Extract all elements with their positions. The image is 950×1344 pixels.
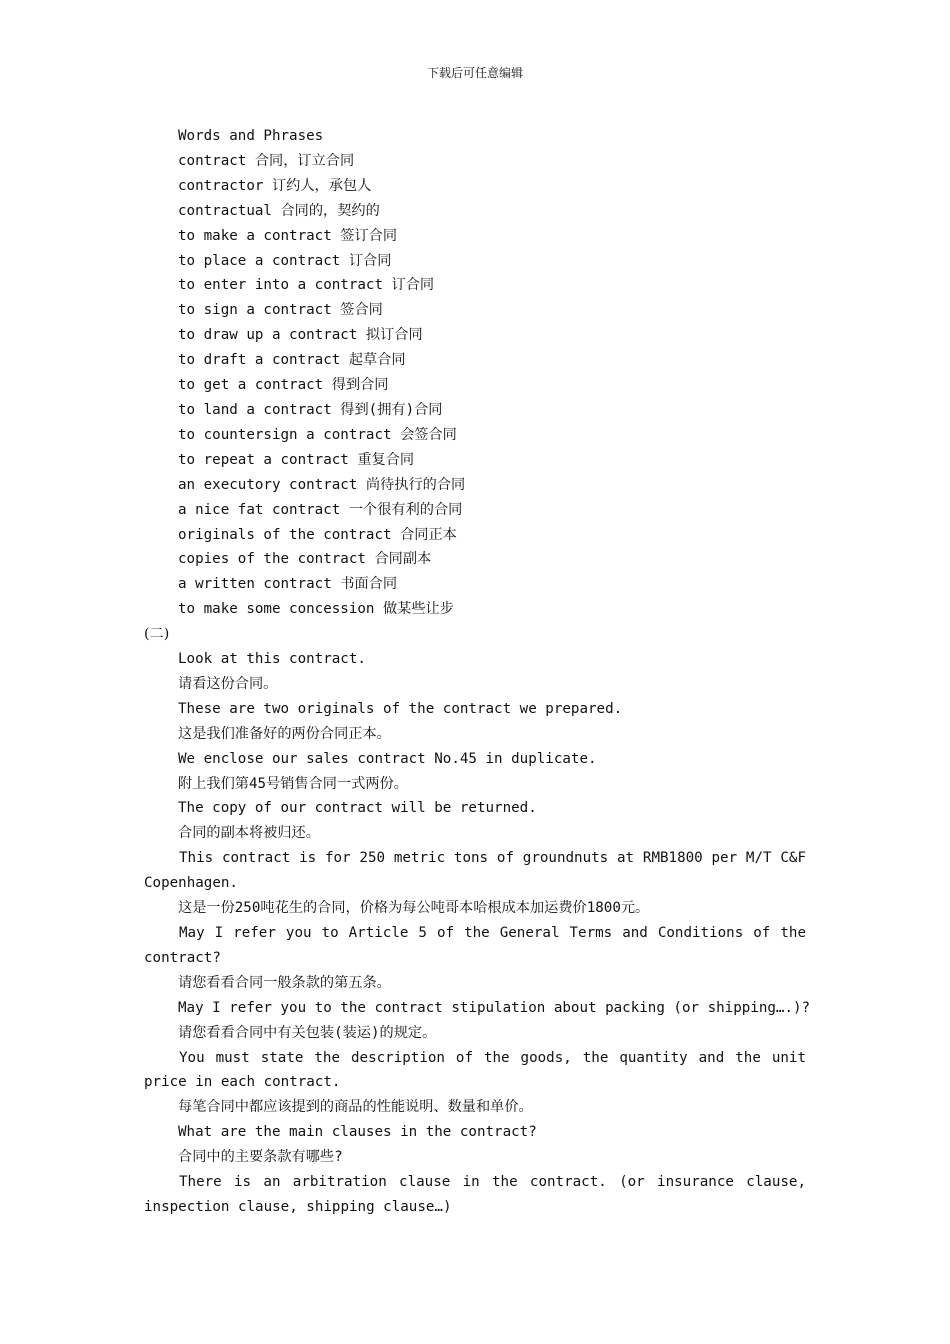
text-line: 合同中的主要条款有哪些? [178,1149,343,1166]
text-line: 每笔合同中都应该提到的商品的性能说明、数量和单价。 [178,1099,533,1116]
text-line: 请您看看合同一般条款的第五条。 [178,974,391,991]
text-line: May I refer you to the contract stipulation about packing (or shipping….)? [178,999,811,1016]
text-line: to land a contract 得到(拥有)合同 [178,401,443,418]
text-line: to draft a contract 起草合同 [178,352,406,369]
text-line: contractor 订约人，承包人 [178,177,372,194]
page-header: 下载后可任意编辑 [426,66,523,80]
text-line: We enclose our sales contract No.45 in duplicate. [178,750,597,767]
text-line: contractual 合同的，契约的 [178,202,380,219]
text-line: 合同的副本将被归还。 [178,825,320,842]
text-line: copies of the contract 合同副本 [178,551,432,568]
text-line: Look at this contract. [178,651,366,668]
section-heading: (二) [144,626,170,643]
text-line: a nice fat contract 一个很有利的合同 [178,501,463,518]
document-body [144,124,811,1220]
text-line: to get a contract 得到合同 [178,377,389,394]
text-line: What are the main clauses in the contract? [178,1124,537,1141]
text-line: to make some concession 做某些让步 [178,601,454,618]
text-line: There is an arbitration clause in the contract. (or insurance clause, inspection clause, shipping clause…) [144,1174,806,1215]
text-line: 这是我们准备好的两份合同正本。 [178,725,391,742]
text-line: This contract is for 250 metric tons of groundnuts at RMB1800 per M/T C&F Copenhagen. [144,850,806,892]
text-line: to draw up a contract 拟订合同 [178,327,423,344]
text-line: 请您看看合同中有关包装(装运)的规定。 [178,1024,437,1041]
text-line: These are two originals of the contract we prepared. [178,700,623,717]
text-line: May I refer you to Article 5 of the General Terms and Conditions of the contract? [144,925,806,966]
text-line: 请看这份合同。 [178,675,278,692]
text-line: 这是一份250吨花生的合同，价格为每公吨哥本哈根成本加运费价1800元。 [178,900,650,917]
text-line: The copy of our contract will be returned. [178,800,537,817]
text-line: an executory contract 尚待执行的合同 [178,476,466,493]
text-line: to repeat a contract 重复合同 [178,451,415,468]
text-line: contract 合同，订立合同 [178,152,355,169]
text-line: to enter into a contract 订合同 [178,277,435,294]
text-line: You must state the description of the goods, the quantity and the unit price in each contract. [144,1049,806,1091]
text-line: to sign a contract 签合同 [178,302,383,319]
text-line: to countersign a contract 会签合同 [178,426,457,443]
text-line: a written contract 书面合同 [178,576,398,593]
text-line: 附上我们第45号销售合同一式两份。 [178,775,408,792]
text-line: to make a contract 签订合同 [178,227,398,244]
text-line: to place a contract 订合同 [178,252,392,269]
text-line: Words and Phrases [178,128,324,144]
text-line: originals of the contract 合同正本 [178,526,457,543]
